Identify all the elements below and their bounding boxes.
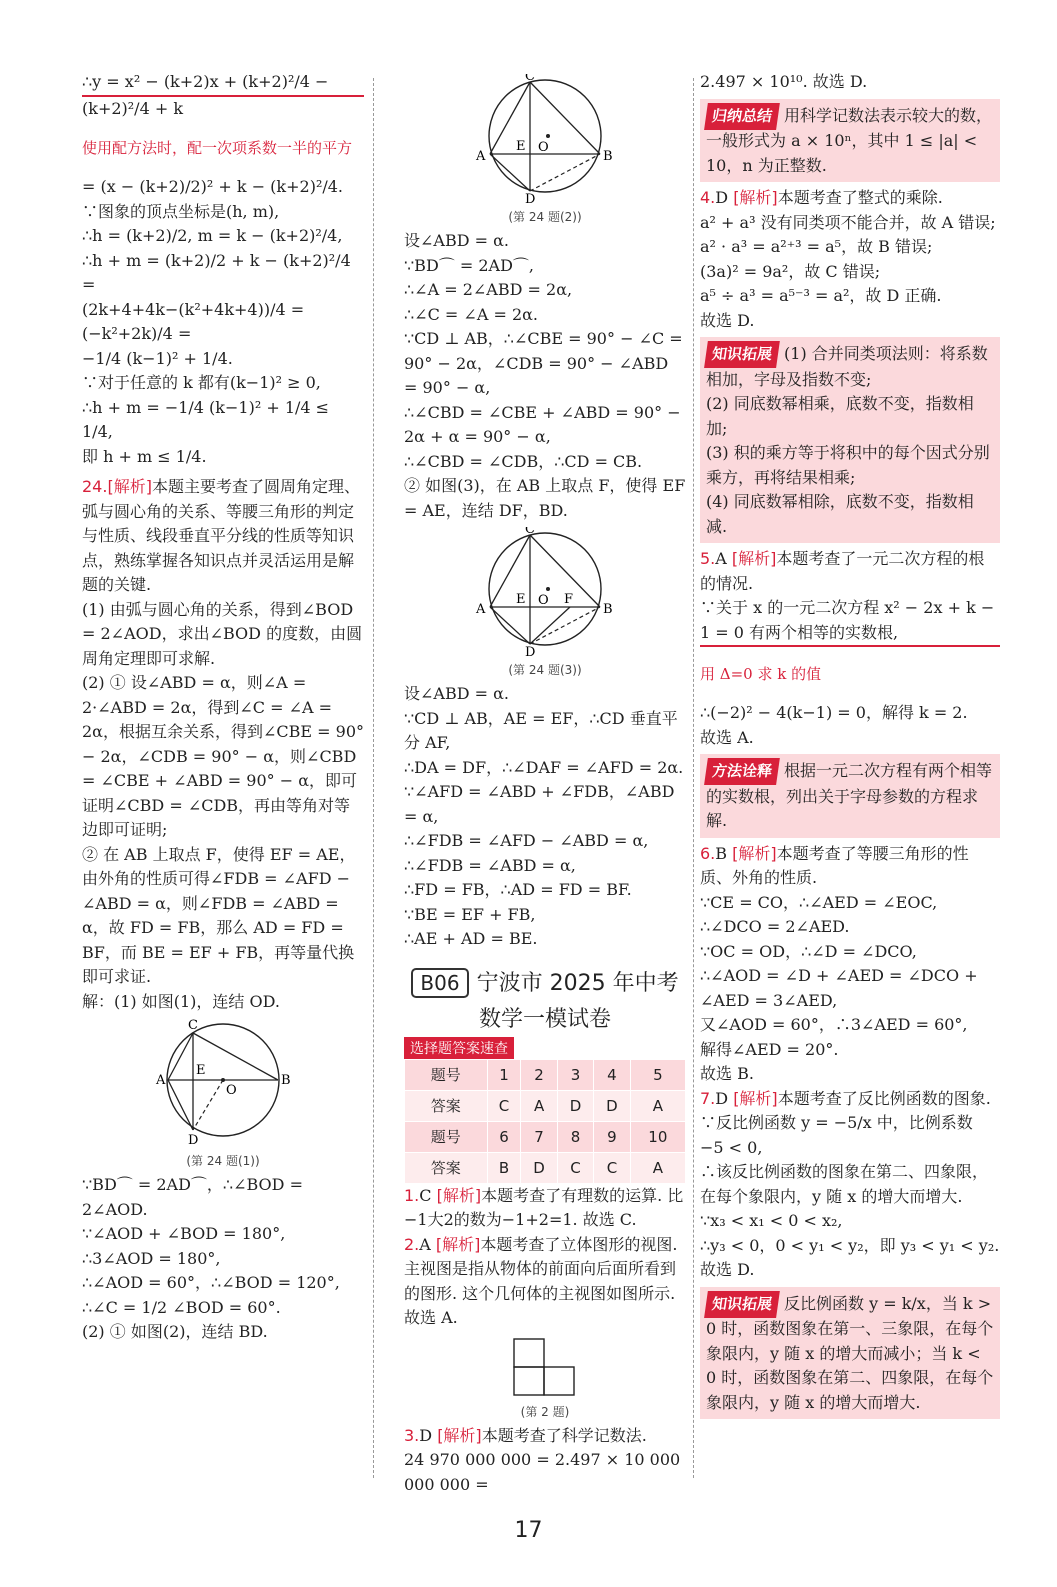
question-4 — [700, 186, 1000, 211]
equation-line: ∴y = x² − (k+2)x + (k+2)²/4 − — [82, 70, 364, 97]
table-cell: D — [521, 1152, 557, 1183]
table-cell: 3 — [557, 1059, 593, 1090]
question-number: 7. — [700, 1088, 716, 1108]
solution-line: ∵x₃ < x₁ < 0 < x₂, — [700, 1211, 843, 1230]
table-cell: D — [557, 1090, 593, 1121]
front-view-diagram — [510, 1335, 580, 1399]
handwritten-note: 用 Δ=0 求 k 的值 — [700, 665, 822, 683]
figure-24-2 — [404, 74, 686, 225]
box-text: (3) 积的乘方等于将积中的每个因式分别乘方，再将结果相乘; — [706, 443, 990, 487]
figure-caption: (第 24 题(1)) — [186, 1154, 260, 1168]
answer-table-label: 选择题答案速查 — [404, 1037, 514, 1059]
table-row — [405, 1121, 686, 1152]
solution-line: ∴∠C = ∠A = 2α. — [404, 304, 539, 324]
solution-line: ∵CD ⊥ AB，∴∠CBE = 90° − ∠C = 90° − 2α，∠CDB = 90° − ∠ABD = 90° − α, — [404, 329, 683, 397]
figure-caption: (第 2 题) — [520, 1404, 570, 1419]
answer-table — [404, 1059, 686, 1184]
analysis-text: (2) ① 设∠ABD = α，则∠A = 2·∠ABD = 2α，得到∠C = ∠A = 2α，根据互余关系，得到∠CBE = 90° − 2α，∠CDB = 90° − α，则∠CBD = ∠CBE + ∠ABD = 90° − α，即可证明∠CBD = ∠CDB，再由等角对等边即可证明; — [82, 673, 365, 839]
circle-diagram-3 — [470, 527, 620, 657]
answer-letter: D — [419, 1425, 433, 1445]
box-badge: 知识拓展 — [704, 1291, 780, 1318]
table-cell: 7 — [521, 1121, 557, 1152]
question-number: 2. — [404, 1234, 420, 1254]
exam-code: B06 — [411, 968, 468, 998]
solution-line: ∴∠C = 1/2 ∠BOD = 60°. — [82, 1297, 281, 1317]
question-number: 6. — [700, 843, 716, 863]
equation-line: −1/4 (k−1)² + 1/4. — [82, 348, 233, 368]
box-text: 根据一元二次方程有两个相等的实数根，列出关于字母参数的方程求解. — [706, 761, 993, 830]
box-badge: 方法诠释 — [704, 758, 780, 785]
label-O: O — [226, 1083, 237, 1098]
solution-line: ∴∠CBD = ∠CDB，∴CD = CB. — [404, 451, 643, 471]
answer-letter: C — [419, 1185, 432, 1205]
table-cell: B — [487, 1152, 521, 1183]
label-B: B — [603, 149, 613, 164]
table-cell: 10 — [630, 1121, 685, 1152]
question-6 — [700, 842, 1000, 891]
solution-line: ∵∠AOD + ∠BOD = 180°, — [82, 1224, 286, 1243]
solution-line: ∴AE + AD = BE. — [404, 929, 538, 948]
analysis-text: (1) 由弧与圆心角的关系，得到∠BOD = 2∠AOD，求出∠BOD 的度数，由圆周角定理即可求解. — [82, 599, 363, 668]
solution-line: ∴∠AOD = 60°，∴∠BOD = 120°, — [82, 1273, 340, 1292]
label-F: F — [564, 592, 574, 607]
solution-line: ∴∠A = 2∠ABD = 2α, — [404, 280, 573, 299]
exam-title: 宁波市 2025 年中考 — [476, 970, 679, 996]
figure-24-1 — [82, 1018, 364, 1169]
equation-line: ∴h + m = −1/4 (k−1)² + 1/4 ≤ 1/4, — [82, 397, 330, 441]
table-cell: D — [594, 1090, 630, 1121]
label-C: C — [525, 527, 535, 537]
solution-line: ∵BD⌒ = 2AD⌒, — [404, 255, 534, 275]
analysis-tag: [解析] — [733, 1088, 778, 1108]
solution-line: ② 如图(3)，在 AB 上取点 F，使得 EF = AE，连结 DF，BD. — [404, 476, 686, 520]
question-5 — [700, 547, 1000, 596]
label-E: E — [516, 592, 526, 607]
solution-line: ∵CE = CO，∴∠AED = ∠EOC, — [700, 892, 938, 912]
label-D: D — [188, 1133, 199, 1148]
solution-line: ∵关于 x 的一元二次方程 x² − 2x + k − 1 = 0 有两个相等的实数根, — [700, 596, 1000, 647]
table-cell: 9 — [594, 1121, 630, 1152]
knowledge-box — [700, 337, 1000, 543]
solution-line: ∴FD = FB，∴AD = FD = BF. — [404, 880, 632, 899]
table-cell: 4 — [594, 1059, 630, 1090]
equation-line: ∴h + m = (k+2)/2 + k − (k+2)²/4 = — [82, 250, 351, 294]
analysis-text: 本题考查了立体图形的视图. 主视图是指从物体的前面向后面所看到的图形. 这个几何体的主视图如图所示. 故选 A. — [404, 1234, 678, 1327]
answer-letter: A — [715, 549, 727, 568]
table-row — [405, 1059, 686, 1090]
solution-line: ∵OC = OD，∴∠D = ∠DCO, — [700, 941, 917, 961]
analysis-text: 本题考查了有理数的运算. 比−1大2的数为−1+2=1. 故选 C. — [404, 1185, 684, 1229]
solution-line: ∴∠AOD = ∠D + ∠AED = ∠DCO + ∠AED = 3∠AED, — [700, 966, 978, 1010]
answer-letter: A — [419, 1234, 431, 1254]
solution-line: ∴∠FDB = ∠ABD = α, — [404, 855, 576, 875]
solution-line: (3a)² = 9a²，故 C 错误; — [700, 261, 881, 281]
label-A: A — [156, 1073, 166, 1088]
solution-line: 解：(1) 如图(1)，连结 OD. — [82, 991, 280, 1011]
label-C: C — [525, 74, 535, 84]
table-cell: A — [630, 1090, 685, 1121]
box-text: (2) 同底数幂相乘，底数不变，指数相加; — [706, 394, 974, 438]
label-D: D — [525, 645, 536, 657]
label-E: E — [516, 139, 526, 154]
figure-q2 — [404, 1335, 686, 1420]
box-text: (4) 同底数幂相除，底数不变，指数相减. — [706, 492, 974, 536]
column-divider-2 — [693, 78, 694, 1478]
question-7 — [700, 1087, 1000, 1112]
solution-line: a⁵ ÷ a³ = a⁵⁻³ = a²，故 D 正确. — [700, 286, 942, 305]
table-cell: 1 — [487, 1059, 521, 1090]
analysis-tag: [解析] — [107, 477, 152, 496]
exam-header — [404, 966, 686, 1033]
equation-line: ∴h = (k+2)/2, m = k − (k+2)²/4, — [82, 226, 343, 245]
solution-line: ∴y₃ < 0，0 < y₁ < y₂，即 y₃ < y₁ < y₂. — [700, 1235, 1000, 1255]
solution-line: ∴∠FDB = ∠AFD − ∠ABD = α, — [404, 831, 649, 850]
analysis-text: 本题考查了一元二次方程的根的情况. — [700, 549, 985, 593]
column-3 — [700, 70, 1000, 1423]
analysis-text: 本题考查了整式的乘除. — [777, 188, 943, 207]
table-cell: 8 — [557, 1121, 593, 1152]
table-cell: C — [557, 1152, 593, 1183]
answer-letter: D — [715, 188, 729, 207]
circle-diagram-2 — [470, 74, 620, 204]
solution-line: ∵BE = EF + FB, — [404, 904, 536, 924]
table-header-cell: 答案 — [405, 1152, 488, 1183]
table-cell: A — [630, 1152, 685, 1183]
circle-diagram-1 — [148, 1018, 298, 1148]
question-number: 4. — [700, 188, 716, 207]
figure-caption: (第 24 题(2)) — [508, 210, 582, 224]
page-number: 17 — [514, 1518, 543, 1543]
solution-line: 又∠AOD = 60°，∴3∠AED = 60°, — [700, 1015, 968, 1034]
answer-letter: B — [715, 843, 728, 863]
summary-box — [700, 99, 1000, 183]
question-number: 1. — [404, 1185, 420, 1205]
question-number: 24. — [82, 477, 108, 496]
solution-line: 故选 D. — [700, 310, 755, 330]
label-D: D — [525, 192, 536, 204]
answer-letter: D — [715, 1088, 729, 1108]
label-B: B — [281, 1073, 291, 1088]
table-cell: 6 — [487, 1121, 521, 1152]
solution-line: ∵∠AFD = ∠ABD + ∠FDB，∠ABD = α, — [404, 782, 675, 826]
solution-line: ∵反比例函数 y = −5/x 中，比例系数 −5 < 0, — [700, 1113, 973, 1157]
solution-line: ∴(−2)² − 4(k−1) = 0，解得 k = 2. — [700, 703, 968, 722]
solution-line: ∴3∠AOD = 180°, — [82, 1248, 221, 1268]
equation-line: = (x − (k+2)/2)² + k − (k+2)²/4. — [82, 177, 344, 196]
solution-line: ∴该反比例函数的图象在第二、四象限，在每个象限内，y 随 x 的增大而增大. — [700, 1162, 989, 1206]
box-badge: 知识拓展 — [704, 341, 780, 368]
table-cell: A — [521, 1090, 557, 1121]
box-text: 反比例函数 y = k/x，当 k > 0 时，函数图象在第一、三象限，在每个象限内，y 随 x 的增大而减小；当 k < 0 时，函数图象在第二、四象限，在每个象限内，y 随 x 的增大而增大. — [706, 1293, 994, 1412]
solution-line: 设∠ABD = α. — [404, 231, 510, 250]
figure-24-3 — [404, 527, 686, 678]
analysis-tag: [解析] — [732, 843, 777, 863]
question-1 — [404, 1184, 686, 1233]
table-header-cell: 题号 — [405, 1059, 488, 1090]
column-divider-1 — [373, 78, 374, 1478]
question-number: 5. — [700, 549, 716, 568]
table-cell: C — [594, 1152, 630, 1183]
label-O: O — [538, 140, 549, 155]
solution-line: 故选 D. — [700, 1260, 755, 1279]
box-badge: 归纳总结 — [704, 103, 780, 130]
analysis-text: 本题考查了等腰三角形的性质、外角的性质. — [700, 843, 969, 887]
solution-line: a² + a³ 没有同类项不能合并，故 A 错误; — [700, 212, 996, 232]
label-A: A — [476, 149, 486, 164]
column-2 — [404, 70, 686, 1497]
table-cell: 2 — [521, 1059, 557, 1090]
table-header-cell: 题号 — [405, 1121, 488, 1152]
analysis-text: ② 在 AB 上取点 F，使得 EF = AE，由外角的性质可得∠FDB = ∠AFD − ∠ABD = α，则∠FDB = ∠ABD = α，故 FD = FB，那么 AD = FD = BF，而 BE = EF + FB，再等量代换即可求证. — [82, 844, 356, 986]
label-C: C — [188, 1018, 198, 1033]
label-O: O — [538, 593, 549, 608]
solution-line: 24 970 000 000 = 2.497 × 10 000 000 000 = — [404, 1450, 681, 1494]
solution-line: ∴DA = DF，∴∠DAF = ∠AFD = 2α. — [404, 757, 684, 777]
table-row — [405, 1152, 686, 1183]
analysis-tag: [解析] — [731, 549, 777, 568]
analysis-text: 本题考查了科学记数法. — [481, 1425, 647, 1445]
solution-line: ∵CD ⊥ AB，AE = EF，∴CD 垂直平分 AF, — [404, 708, 678, 752]
solution-line: a² · a³ = a²⁺³ = a⁵，故 B 错误; — [700, 237, 933, 256]
table-cell: C — [487, 1090, 521, 1121]
analysis-tag: [解析] — [437, 1425, 482, 1445]
label-E: E — [196, 1063, 206, 1078]
solution-line: 2.497 × 10¹⁰. 故选 D. — [700, 72, 868, 91]
knowledge-box-2 — [700, 1287, 1000, 1420]
analysis-tag: [解析] — [436, 1185, 482, 1205]
solution-line: 解得∠AED = 20°. — [700, 1039, 839, 1059]
column-1 — [82, 70, 364, 1345]
label-A: A — [476, 602, 486, 617]
solution-line: (2) ① 如图(2)，连结 BD. — [82, 1322, 268, 1341]
analysis-text: 本题考查了反比例函数的图象. — [777, 1088, 991, 1108]
box-text: (1) 合并同类项法则：将系数相加，字母及指数不变; — [706, 344, 988, 389]
solution-line: ∵BD⌒ = 2AD⌒，∴∠BOD = 2∠AOD. — [82, 1175, 303, 1219]
solution-line: 设∠ABD = α. — [404, 684, 510, 703]
solution-line: 故选 B. — [700, 1064, 754, 1083]
question-24-analysis — [82, 475, 364, 598]
box-text: 用科学记数法表示较大的数，一般形式为 a × 10ⁿ，其中 1 ≤ |a| < 10，n 为正整数. — [706, 105, 993, 175]
equation-line: ∵对于任意的 k 都有(k−1)² ≥ 0, — [82, 373, 321, 392]
handwritten-note: 使用配方法时，配一次项系数一半的平方 — [82, 139, 353, 157]
question-2 — [404, 1233, 686, 1331]
exam-subtitle: 数学一模试卷 — [478, 1006, 611, 1032]
label-B: B — [603, 602, 613, 617]
equation-line: (k+2)²/4 + k — [82, 98, 184, 118]
question-number: 3. — [404, 1425, 420, 1445]
equation-line: ∵图象的顶点坐标是(h, m), — [82, 201, 280, 221]
table-header-cell: 答案 — [405, 1090, 488, 1121]
analysis-tag: [解析] — [435, 1234, 481, 1254]
question-3 — [404, 1424, 686, 1449]
equation-line: 即 h + m ≤ 1/4. — [82, 446, 207, 466]
analysis-tag: [解析] — [733, 188, 778, 207]
solution-line: ∴∠DCO = 2∠AED. — [700, 917, 850, 936]
figure-caption: (第 24 题(3)) — [508, 663, 582, 677]
solution-line: 故选 A. — [700, 727, 754, 747]
solution-line: ∴∠CBD = ∠CBE + ∠ABD = 90° − 2α + α = 90° − α, — [404, 402, 681, 446]
method-box — [700, 754, 1000, 838]
table-cell: 5 — [630, 1059, 685, 1090]
analysis-text: 本题主要考查了圆周角定理、弧与圆心角的关系、等腰三角形的判定与性质、线段垂直平分线的性质等知识点，熟练掌握各知识点并灵活运用是解题的关键. — [82, 477, 360, 594]
table-row — [405, 1090, 686, 1121]
equation-line: (2k+4+4k−(k²+4k+4))/4 = (−k²+2k)/4 = — [82, 299, 305, 343]
